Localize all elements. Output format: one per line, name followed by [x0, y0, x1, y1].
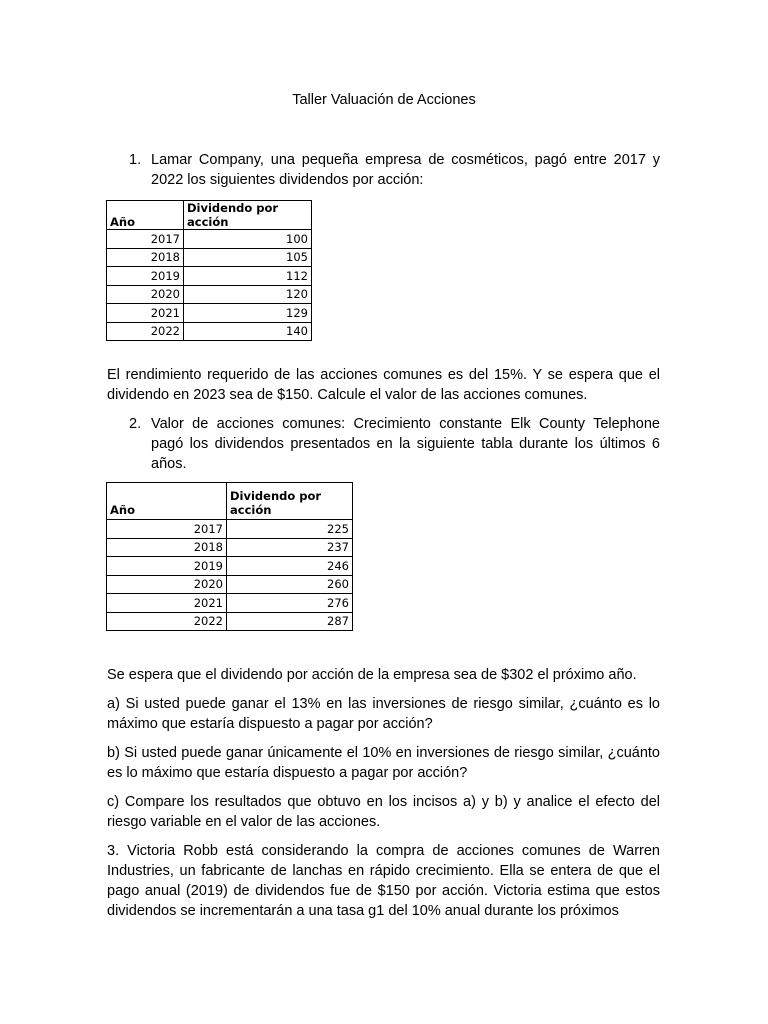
table-row [107, 267, 312, 286]
cell-year: 2021 [107, 594, 227, 613]
question-2-expectation: Se espera que el dividendo por acción de la empresa sea de $302 el próximo año. [107, 667, 637, 683]
cell-dividend: 112 [184, 267, 312, 286]
cell-year: 2018 [107, 538, 227, 557]
cell-dividend: 237 [227, 538, 353, 557]
question-2-part-b: b) Si usted puede ganar únicamente el 10% en inversiones de riesgo similar, ¿cuánto es lo máximo que estaría dispuesto a pagar por acción? [107, 745, 660, 781]
cell-dividend: 129 [184, 304, 312, 323]
cell-dividend: 120 [184, 285, 312, 304]
table-row [107, 285, 312, 304]
cell-year: 2022 [107, 612, 227, 631]
question-1 [129, 150, 660, 190]
question-1-text: Lamar Company, una pequeña empresa de cosméticos, pagó entre 2017 y 2022 los siguientes dividendos por acción: [151, 152, 660, 188]
cell-dividend: 105 [184, 248, 312, 267]
cell-dividend: 260 [227, 575, 353, 594]
table-row [107, 322, 312, 341]
cell-year: 2020 [107, 285, 184, 304]
question-2-part-c: c) Compare los resultados que obtuvo en los incisos a) y b) y analice el efecto del riesgo variable en el valor de las acciones. [107, 794, 660, 830]
cell-year: 2022 [107, 322, 184, 341]
cell-year: 2017 [107, 230, 184, 249]
question-2 [129, 414, 660, 474]
question-3-text: 3. Victoria Robb está considerando la compra de acciones comunes de Warren Industries, un fabricante de lanchas en rápido crecimiento. Ella se entera de que el pago anual (2019) de dividendos fue de $150 por acción. Victoria estima que estos dividendos se incrementarán a una tasa g1 del 10% anual durante los próximos [107, 843, 660, 919]
table-header-year: Año [107, 201, 184, 230]
cell-year: 2018 [107, 248, 184, 267]
cell-year: 2020 [107, 575, 227, 594]
table-header-dividend: Dividendo por acción [184, 201, 312, 230]
table-row [107, 594, 353, 613]
table-row [107, 248, 312, 267]
table-header-row [107, 483, 353, 520]
question-1-followup: El rendimiento requerido de las acciones comunes es del 15%. Y se espera que el dividendo en 2023 sea de $150. Calcule el valor de las acciones comunes. [107, 367, 660, 403]
question-1-number: 1. [129, 152, 142, 168]
document-title: Taller Valuación de Acciones [292, 92, 476, 108]
dividends-table-2 [106, 482, 353, 631]
table-row [107, 538, 353, 557]
table-row [107, 520, 353, 539]
cell-dividend: 287 [227, 612, 353, 631]
table-row [107, 612, 353, 631]
cell-year: 2019 [107, 557, 227, 576]
question-2-part-a: a) Si usted puede ganar el 13% en las inversiones de riesgo similar, ¿cuánto es lo máximo que estaría dispuesto a pagar por acción? [107, 696, 660, 732]
cell-dividend: 100 [184, 230, 312, 249]
cell-year: 2019 [107, 267, 184, 286]
dividends-table-1 [106, 200, 312, 341]
cell-dividend: 276 [227, 594, 353, 613]
cell-dividend: 225 [227, 520, 353, 539]
question-2-text: Valor de acciones comunes: Crecimiento constante Elk County Telephone pagó los dividendos presentados en la siguiente tabla durante los últimos 6 años. [151, 416, 660, 472]
table-header-dividend: Dividendo por acción [227, 483, 353, 520]
table-row [107, 575, 353, 594]
table-row [107, 557, 353, 576]
table-row [107, 230, 312, 249]
question-2-number: 2. [129, 416, 142, 432]
cell-dividend: 140 [184, 322, 312, 341]
cell-year: 2021 [107, 304, 184, 323]
cell-dividend: 246 [227, 557, 353, 576]
table-header-year: Año [107, 483, 227, 520]
cell-year: 2017 [107, 520, 227, 539]
table-row [107, 304, 312, 323]
table-header-row [107, 201, 312, 230]
